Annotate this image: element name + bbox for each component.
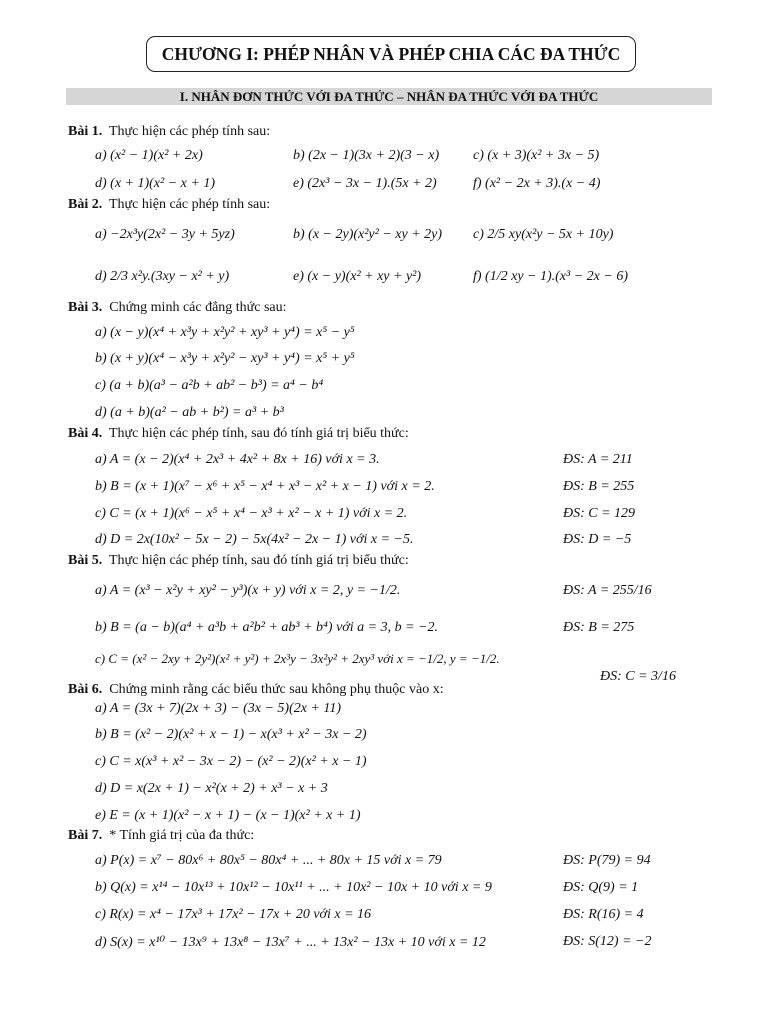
exercise-3-item-b: b) (x + y)(x⁴ − x³y + x²y² − xy³ + y⁴) = x⁵ + y⁵ [95,351,355,366]
exercise-5-item-c: c) C = (x² − 2xy + 2y²)(x² + y²) + 2x³y − 3x²y² + 2xy³ với x = −1/2, y = −1/2. [95,651,500,666]
exercise-5-item-b: b) B = (a − b)(a⁴ + a³b + a²b² + ab³ + b⁴) với a = 3, b = −2. [95,620,438,635]
exercise-2-item-b: b) (x − 2y)(x²y² − xy + 2y) [293,227,443,242]
exercise-4-item-c: c) C = (x + 1)(x⁶ − x⁵ + x⁴ − x³ + x² − x + 1) với x = 2. [95,506,408,521]
exercise-7-item-c: c) R(x) = x⁴ − 17x³ + 17x² − 17x + 20 với x = 16 [95,907,372,922]
exercise-1-item-d: d) (x + 1)(x² − x + 1) [95,176,215,191]
exercise-3-item-d: d) (a + b)(a² − ab + b²) = a³ + b³ [95,405,284,420]
exercise-6-item-d: d) D = x(2x + 1) − x²(x + 2) + x³ − x + 3 [95,781,328,796]
exercise-2-item-d: d) 2/3 x²y.(3xy − x² + y) [95,269,230,284]
exercise-4-item-d: d) D = 2x(10x² − 5x − 2) − 5x(4x² − 2x − 1) với x = −5. [95,532,414,547]
exercise-5-heading: Bài 5. Thực hiện các phép tính, sau đó tính giá trị biểu thức: [68,553,409,568]
exercise-5-answer-a: ĐS: A = 255/16 [563,583,652,598]
exercise-1-item-b: b) (2x − 1)(3x + 2)(3 − x) [293,148,440,163]
exercise-5-answer-c: ĐS: C = 3/16 [600,669,676,684]
exercise-2-item-a: a) −2x³y(2x² − 3y + 5yz) [95,227,235,242]
exercise-4-item-b: b) B = (x + 1)(x⁷ − x⁶ + x⁵ − x⁴ + x³ − x² + x − 1) với x = 2. [95,479,435,494]
exercise-3-item-c: c) (a + b)(a³ − a²b + ab² − b³) = a⁴ − b⁴ [95,378,324,393]
exercise-5-item-a: a) A = (x³ − x²y + xy² − y³)(x + y) với x = 2, y = −1/2. [95,583,401,598]
exercise-3-item-a: a) (x − y)(x⁴ + x³y + x²y² + xy³ + y⁴) = x⁵ − y⁵ [95,325,355,340]
exercise-7-item-a: a) P(x) = x⁷ − 80x⁶ + 80x⁵ − 80x⁴ + ... + 80x + 15 với x = 79 [95,853,442,868]
exercise-7-answer-c: ĐS: R(16) = 4 [563,907,644,922]
exercise-6-heading: Bài 6. Chứng minh rằng các biểu thức sau không phụ thuộc vào x: [68,682,444,697]
exercise-7-item-d: d) S(x) = x¹⁰ − 13x⁹ + 13x⁸ − 13x⁷ + ... + 13x² − 13x + 10 với x = 12 [95,935,486,950]
exercise-4-answer-b: ĐS: B = 255 [563,479,635,494]
section-heading: I. NHÂN ĐƠN THỨC VỚI ĐA THỨC – NHÂN ĐA THỨC VỚI ĐA THỨC [66,88,712,105]
exercise-3-heading: Bài 3. Chứng minh các đẳng thức sau: [68,300,287,315]
exercise-1-item-e: e) (2x³ − 3x − 1).(5x + 2) [293,176,437,191]
exercise-7-heading: Bài 7. * Tính giá trị của đa thức: [68,828,255,843]
chapter-title: CHƯƠNG I: PHÉP NHÂN VÀ PHÉP CHIA CÁC ĐA THỨC [146,36,636,72]
exercise-4-answer-d: ĐS: D = −5 [563,532,632,547]
exercise-1-item-a: a) (x² − 1)(x² + 2x) [95,148,203,163]
exercise-6-item-c: c) C = x(x³ + x² − 3x − 2) − (x² − 2)(x² + x − 1) [95,754,367,769]
exercise-6-item-a: a) A = (3x + 7)(2x + 3) − (3x − 5)(2x + 11) [95,701,342,716]
exercise-1-item-f: f) (x² − 2x + 3).(x − 4) [473,176,601,191]
exercise-4-heading: Bài 4. Thực hiện các phép tính, sau đó tính giá trị biểu thức: [68,426,409,441]
exercise-6-item-b: b) B = (x² − 2)(x² + x − 1) − x(x³ + x² − 3x − 2) [95,727,367,742]
exercise-7-answer-b: ĐS: Q(9) = 1 [563,880,639,895]
exercise-5-answer-b: ĐS: B = 275 [563,620,635,635]
exercise-7-answer-d: ĐS: S(12) = −2 [563,934,652,949]
exercise-2-item-c: c) 2/5 xy(x²y − 5x + 10y) [473,227,614,242]
exercise-2-heading: Bài 2. Thực hiện các phép tính sau: [68,197,271,212]
exercise-4-answer-a: ĐS: A = 211 [563,452,633,467]
exercise-2-item-f: f) (1/2 xy − 1).(x³ − 2x − 6) [473,269,628,284]
exercise-2-item-e: e) (x − y)(x² + xy + y²) [293,269,422,284]
exercise-1-item-c: c) (x + 3)(x² + 3x − 5) [473,148,600,163]
exercise-4-answer-c: ĐS: C = 129 [563,506,636,521]
exercise-4-item-a: a) A = (x − 2)(x⁴ + 2x³ + 4x² + 8x + 16) với x = 3. [95,452,380,467]
exercise-6-item-e: e) E = (x + 1)(x² − x + 1) − (x − 1)(x² + x + 1) [95,808,361,823]
exercise-7-answer-a: ĐS: P(79) = 94 [563,853,651,868]
exercise-1-heading: Bài 1. Thực hiện các phép tính sau: [68,124,271,139]
exercise-7-item-b: b) Q(x) = x¹⁴ − 10x¹³ + 10x¹² − 10x¹¹ + ... + 10x² − 10x + 10 với x = 9 [95,880,492,895]
